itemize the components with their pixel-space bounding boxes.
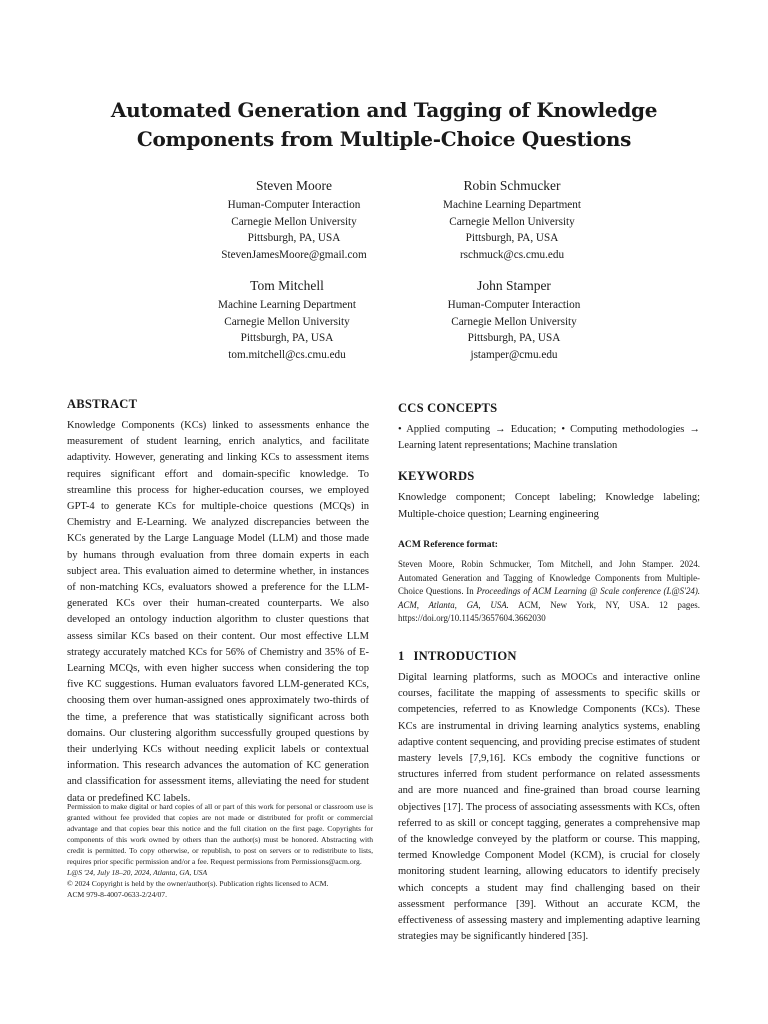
abstract-text: Knowledge Components (KCs) linked to assessments enhance the measurement of student learning, enrich analytics, and facilitate adaptivity. However, generating and linking KCs to assessment items requires significant effort and domain-specific knowledge. To streamline this process for higher-education courses, we employed GPT-4 to generate KCs for multiple-choice questions (MCQs) in Chemistry and E-Learning. We analyzed discrepancies between the KCs generated by the Large Language Model (LLM) and those made by humans through evaluation from three domain experts in each subject area. This evaluation aimed to determine whether, in instances of non-matching KCs, evaluators showed a preference for the LLM-generated KCs over their human-created counterparts. We also developed an ontology induction algorithm to cluster questions that assess similar KCs based on their content. Our most effective LLM strategy accurately matched KCs for 56% of Chemistry and 35% of E-Learning MCQs, with even higher success when considering the top five KC suggestions. Human evaluators favored LLM-generated KCs, choosing them over human-assigned ones approximately two-thirds of the time, a preference that was statistically significant across both domains. Our clustering algorithm successfully grouped questions by their underlying KCs without needing explicit labels or contextual information. This research advances the automation of KC generation and classification for assessment items, alleviating the need for student data or predefined KC labels.	[67, 420, 369, 804]
right-column	[398, 400, 700, 945]
author-block-4	[364, 277, 664, 363]
author-email[interactable]: jstamper@cmu.edu	[470, 348, 558, 361]
author-dept: Machine Learning Department	[218, 299, 356, 311]
author-dept: Human-Computer Interaction	[447, 299, 581, 311]
author-dept: Human-Computer Interaction	[227, 199, 361, 211]
author-univ: Carnegie Mellon University	[224, 315, 350, 328]
intro-title: INTRODUCTION	[413, 648, 517, 663]
author-location: Pittsburgh, PA, USA	[240, 332, 334, 344]
paper-title: Automated Generation and Tagging of Knowledge Components from Multiple-Choice Questions	[110, 98, 658, 151]
abstract-heading: ABSTRACT	[67, 397, 138, 411]
author-location: Pittsburgh, PA, USA	[465, 232, 559, 244]
author-name: Robin Schmucker	[463, 178, 561, 193]
copyright-notice: © 2024 Copyright is held by the owner/author(s). Publication rights licensed to ACM.	[67, 879, 329, 888]
author-name: Tom Mitchell	[250, 278, 324, 293]
keywords-heading: KEYWORDS	[398, 469, 475, 484]
author-block-2	[362, 177, 662, 263]
keywords-text: Knowledge component; Concept labeling; Knowledge labeling; Multiple-choice question; Learning engineering	[398, 492, 700, 520]
author-name: Steven Moore	[255, 178, 333, 193]
author-email[interactable]: tom.mitchell@cs.cmu.edu	[228, 348, 346, 361]
isbn: ACM 979-8-4007-0633-2/24/07.	[67, 890, 167, 899]
author-univ: Carnegie Mellon University	[451, 315, 577, 328]
permissions-text: Permission to make digital or hard copies of all or part of this work for personal or classroom use is granted without fee provided that copies are not made or distributed for profit or commercial advantage and that copies bear this notice and the full citation on the first page. Copyrights for components of this work owned by others than the author(s) must be honored. Abstracting with credit is permitted. To copy otherwise, or republish, to post on servers or to redistribute to lists, requires prior specific permission and/or a fee. Request permissions from Permissions@acm.org.	[67, 802, 373, 866]
ccs-heading: CCS CONCEPTS	[398, 401, 498, 415]
author-email[interactable]: rschmuck@cs.cmu.edu	[459, 248, 565, 261]
intro-text: Digital learning platforms, such as MOOCs and interactive online courses, facilitate the mapping of assessments to specific skills or competencies, referred to as Knowledge Components (KCs). These KCs are instrumental in driving learning analytics systems, enabling adaptive content sequencing, and providing precise estimates of student mastery levels [7,9,16]. KCs embody the cognitive functions or structures inferred from student performance on related assessments and are more nuanced and fine-grained than broad course learning objectives [17]. The process of associating assessments with KCs, often referred to as skill or concept tagging, generates a comprehensive map of the knowledge conveyed by the platform or course. This mapping, termed Knowledge Component Model (KCM), is crucial for closely monitoring student learning, allowing educators to identify precisely which concepts a student may find challenging based on their assessment performance [39]. Without an accurate KCM, the effectiveness of assessing mastery and implementing adaptive learning strategies may be significantly hindered [35].	[398, 671, 700, 943]
author-dept: Machine Learning Department	[443, 199, 581, 211]
permissions-footnote	[67, 801, 373, 900]
ccs-text: • Applied computing → Education; • Computing methodologies → Learning latent representations; Machine translation	[398, 424, 700, 452]
author-email[interactable]: StevenJamesMoore@gmail.com	[221, 248, 367, 261]
conference-info: L@S '24, July 18–20, 2024, Atlanta, GA, USA	[67, 868, 208, 877]
acm-reference-text	[398, 558, 700, 626]
intro-number: 1	[398, 648, 405, 663]
acm-reference-tail[interactable]: ACM, New York, NY, USA. 12 pages. https://doi.org/10.1145/3657604.3662030	[398, 599, 700, 624]
intro-heading	[398, 648, 700, 664]
acm-reference-heading: ACM Reference format:	[398, 538, 498, 550]
author-location: Pittsburgh, PA, USA	[467, 332, 561, 344]
author-location: Pittsburgh, PA, USA	[247, 232, 341, 244]
author-univ: Carnegie Mellon University	[231, 215, 357, 228]
author-univ: Carnegie Mellon University	[449, 215, 575, 228]
left-column	[67, 396, 369, 807]
acm-reference-authors: Steven Moore, Robin Schmucker, Tom Mitchell, and John Stamper. 2024. Automated Generation and Tagging of Knowledge Components from Multiple-Choice Questions. In	[398, 559, 700, 597]
acm-reference-proceedings: Proceedings of ACM Learning @ Scale conference (L@S'24). ACM, Atlanta, GA, USA.	[398, 586, 700, 610]
author-name: John Stamper	[477, 278, 551, 293]
